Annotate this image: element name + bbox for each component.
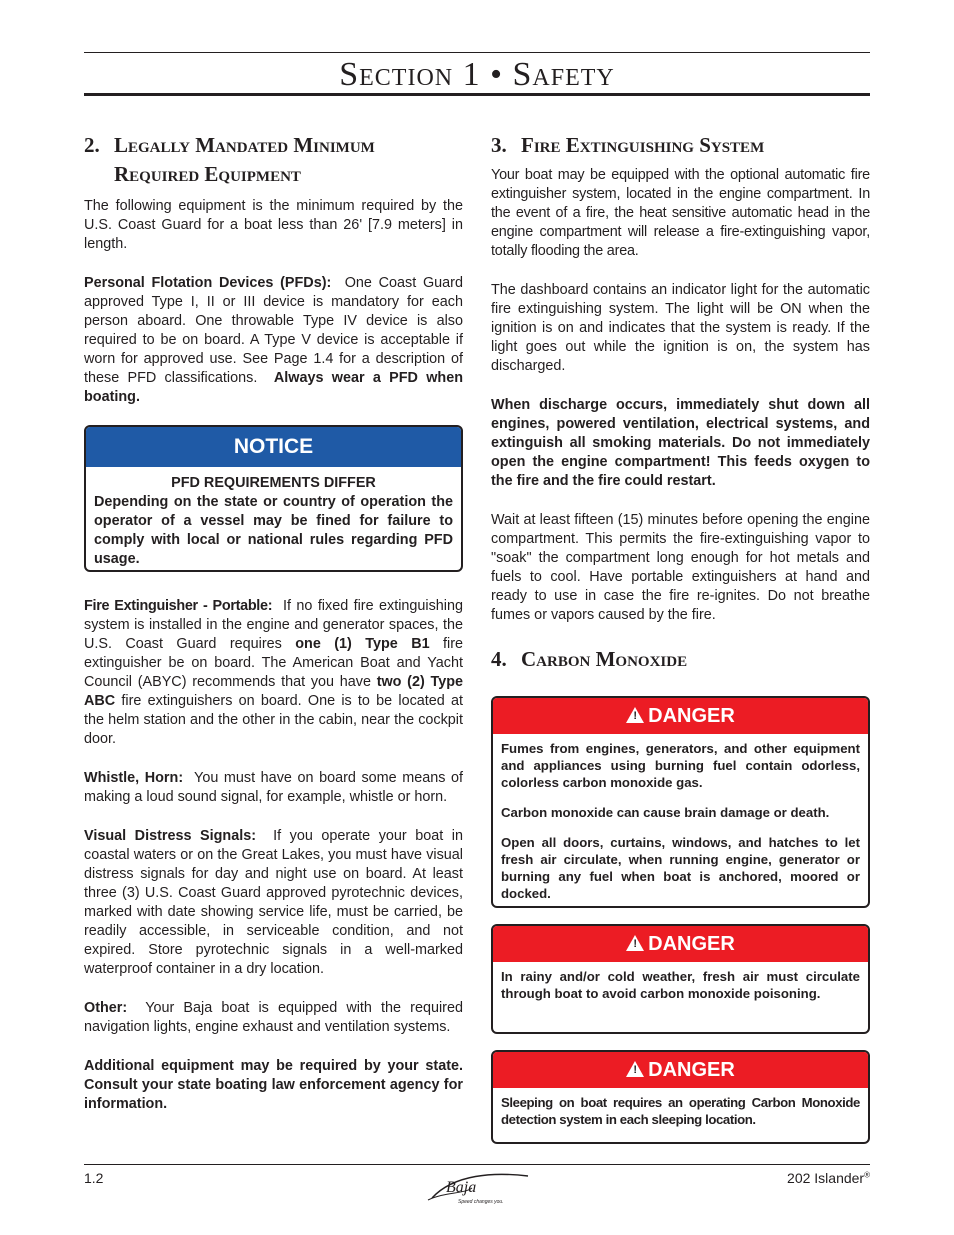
danger-header-2: ! DANGER — [493, 926, 868, 962]
notice-title: PFD REQUIREMENTS DIFFER — [171, 475, 376, 491]
footer-rule — [84, 1164, 870, 1165]
model-name: 202 Islander® — [787, 1170, 870, 1186]
fire-paragraph-2: The dashboard contains an indicator light for the automatic fire extinguishing system. The light will be ON when the ignition is on and indicates that the system is ready. If the light goes out while the ignition is on, the system has discharged. — [491, 282, 870, 374]
intro-paragraph: The following equipment is the minimum required by the U.S. Coast Guard for a boat less than 26' [7.9 meters] in length. — [84, 198, 463, 252]
page-number: 1.2 — [84, 1170, 104, 1186]
visual-distress-paragraph: Visual Distress Signals: If you operate your boat in coastal waters or on the Great Lakes, you must have visual distress signals for day and night use on board. At least three (3) U.S. Coast Guard approved pyrotechnic devices, marked with date showing service life, must be carried, be readily accessible, in serviceable condition, and not expired. Store pyrotechnic signals in a well-marked waterproof container in a dry location. — [84, 828, 464, 977]
notice-box — [84, 425, 463, 572]
danger-header-1: ! DANGER — [493, 698, 868, 734]
fire-paragraph-3: When discharge occurs, immediately shut down all engines, powered ventilation, electrical systems, and extinguish all smoking materials. Do not immediately open the engine compartment! This feeds oxygen to the fire and the fire could restart. — [491, 397, 870, 489]
other-paragraph: Other: Your Baja boat is equipped with the required navigation lights, engine exhaust and ventilation systems. — [84, 1000, 463, 1035]
warning-icon: ! — [626, 1061, 644, 1077]
logo-tagline: Speed changes you. — [458, 1199, 504, 1205]
section-3-heading: 3. Fire Extinguishing System — [491, 133, 765, 157]
baja-logo — [424, 1170, 534, 1206]
danger-box-2 — [491, 924, 870, 1034]
warning-icon: ! — [626, 707, 644, 723]
left-column-lower — [84, 597, 463, 1134]
pfd-paragraph: Personal Flotation Devices (PFDs): One Coast Guard approved Type I, II or III device is mandatory for each person aboard. One throwable Type IV device is also required to be on board. A Type V device is acceptable if worn for approved use. See Page 1.4 for a description of these PFD classifications. Always wear a PFD when boating. — [84, 275, 463, 405]
danger-header-3: ! DANGER — [493, 1052, 868, 1088]
whistle-paragraph: Whistle, Horn: You must have on board some means of making a loud sound signal, for example, whistle or horn. — [84, 770, 464, 805]
danger-body-1: Fumes from engines, generators, and other equipment and appliances using burning fuel contain odorless, colorless carbon monoxide gas. Carbon monoxide can cause brain damage or death. Open all doors, curtains, windows, and hatches to let fresh air circulate, when running engine, generator or burning any fuel when boat is anchored, moored or docked. — [501, 741, 860, 901]
notice-text: Depending on the state or country of operation the operator of a vessel may be fined for failure to comply with local or national rules regarding PFD usage. — [94, 494, 453, 567]
danger-box-3 — [491, 1050, 870, 1144]
danger-box-1 — [491, 696, 870, 908]
notice-body — [86, 470, 461, 569]
fire-paragraph-4: Wait at least fifteen (15) minutes before opening the engine compartment. This permits the fire-extinguishing vapor to "soak" the compartment long enough for hot metals and fuels to cool. Have portable extinguishers at hand and ready to use in case the fire re-ignites. Do not breathe fumes or vapors caused by the fire. — [491, 512, 870, 623]
section-2-heading: 2. Legally Mandated Minimum Required Equipment — [84, 133, 375, 186]
section-4-heading: 4. Carbon Monoxide — [491, 647, 688, 671]
notice-header: NOTICE — [86, 427, 461, 470]
right-column — [491, 131, 870, 674]
title-bottom-rule — [84, 93, 870, 96]
page-title: Section 1 • Safety — [339, 56, 615, 93]
warning-icon: ! — [626, 935, 644, 951]
additional-equipment-paragraph: Additional equipment may be required by your state. Consult your state boating law enforcement agency for information. — [84, 1058, 463, 1112]
title-top-rule — [84, 52, 870, 53]
left-column — [84, 131, 463, 427]
fire-paragraph-1: Your boat may be equipped with the optional automatic fire extinguisher system, located in the engine compartment. In the event of a fire, the heat sensitive automatic head in the engine compartment will release a fire-extinguishing vapor, totally flooding the area. — [491, 167, 870, 259]
danger-body-3: Sleeping on boat requires an operating Carbon Monoxide detection system in each sleeping location. — [501, 1095, 860, 1127]
logo-text: Baja — [446, 1179, 477, 1196]
danger-body-2: In rainy and/or cold weather, fresh air must circulate through boat to avoid carbon monoxide poisoning. — [501, 969, 860, 1001]
extinguisher-paragraph: Fire Extinguisher - Portable: If no fixed fire extinguishing system is installed in the engine and generator spaces, the U.S. Coast Guard requires one (1) Type B1 fire extinguisher be on board. The American Boat and Yacht Council (ABYC) recommends that you have two (2) Type ABC fire extinguishers on board. One is to be located at the helm station and the other in the cabin, near the cockpit door. — [84, 598, 464, 747]
